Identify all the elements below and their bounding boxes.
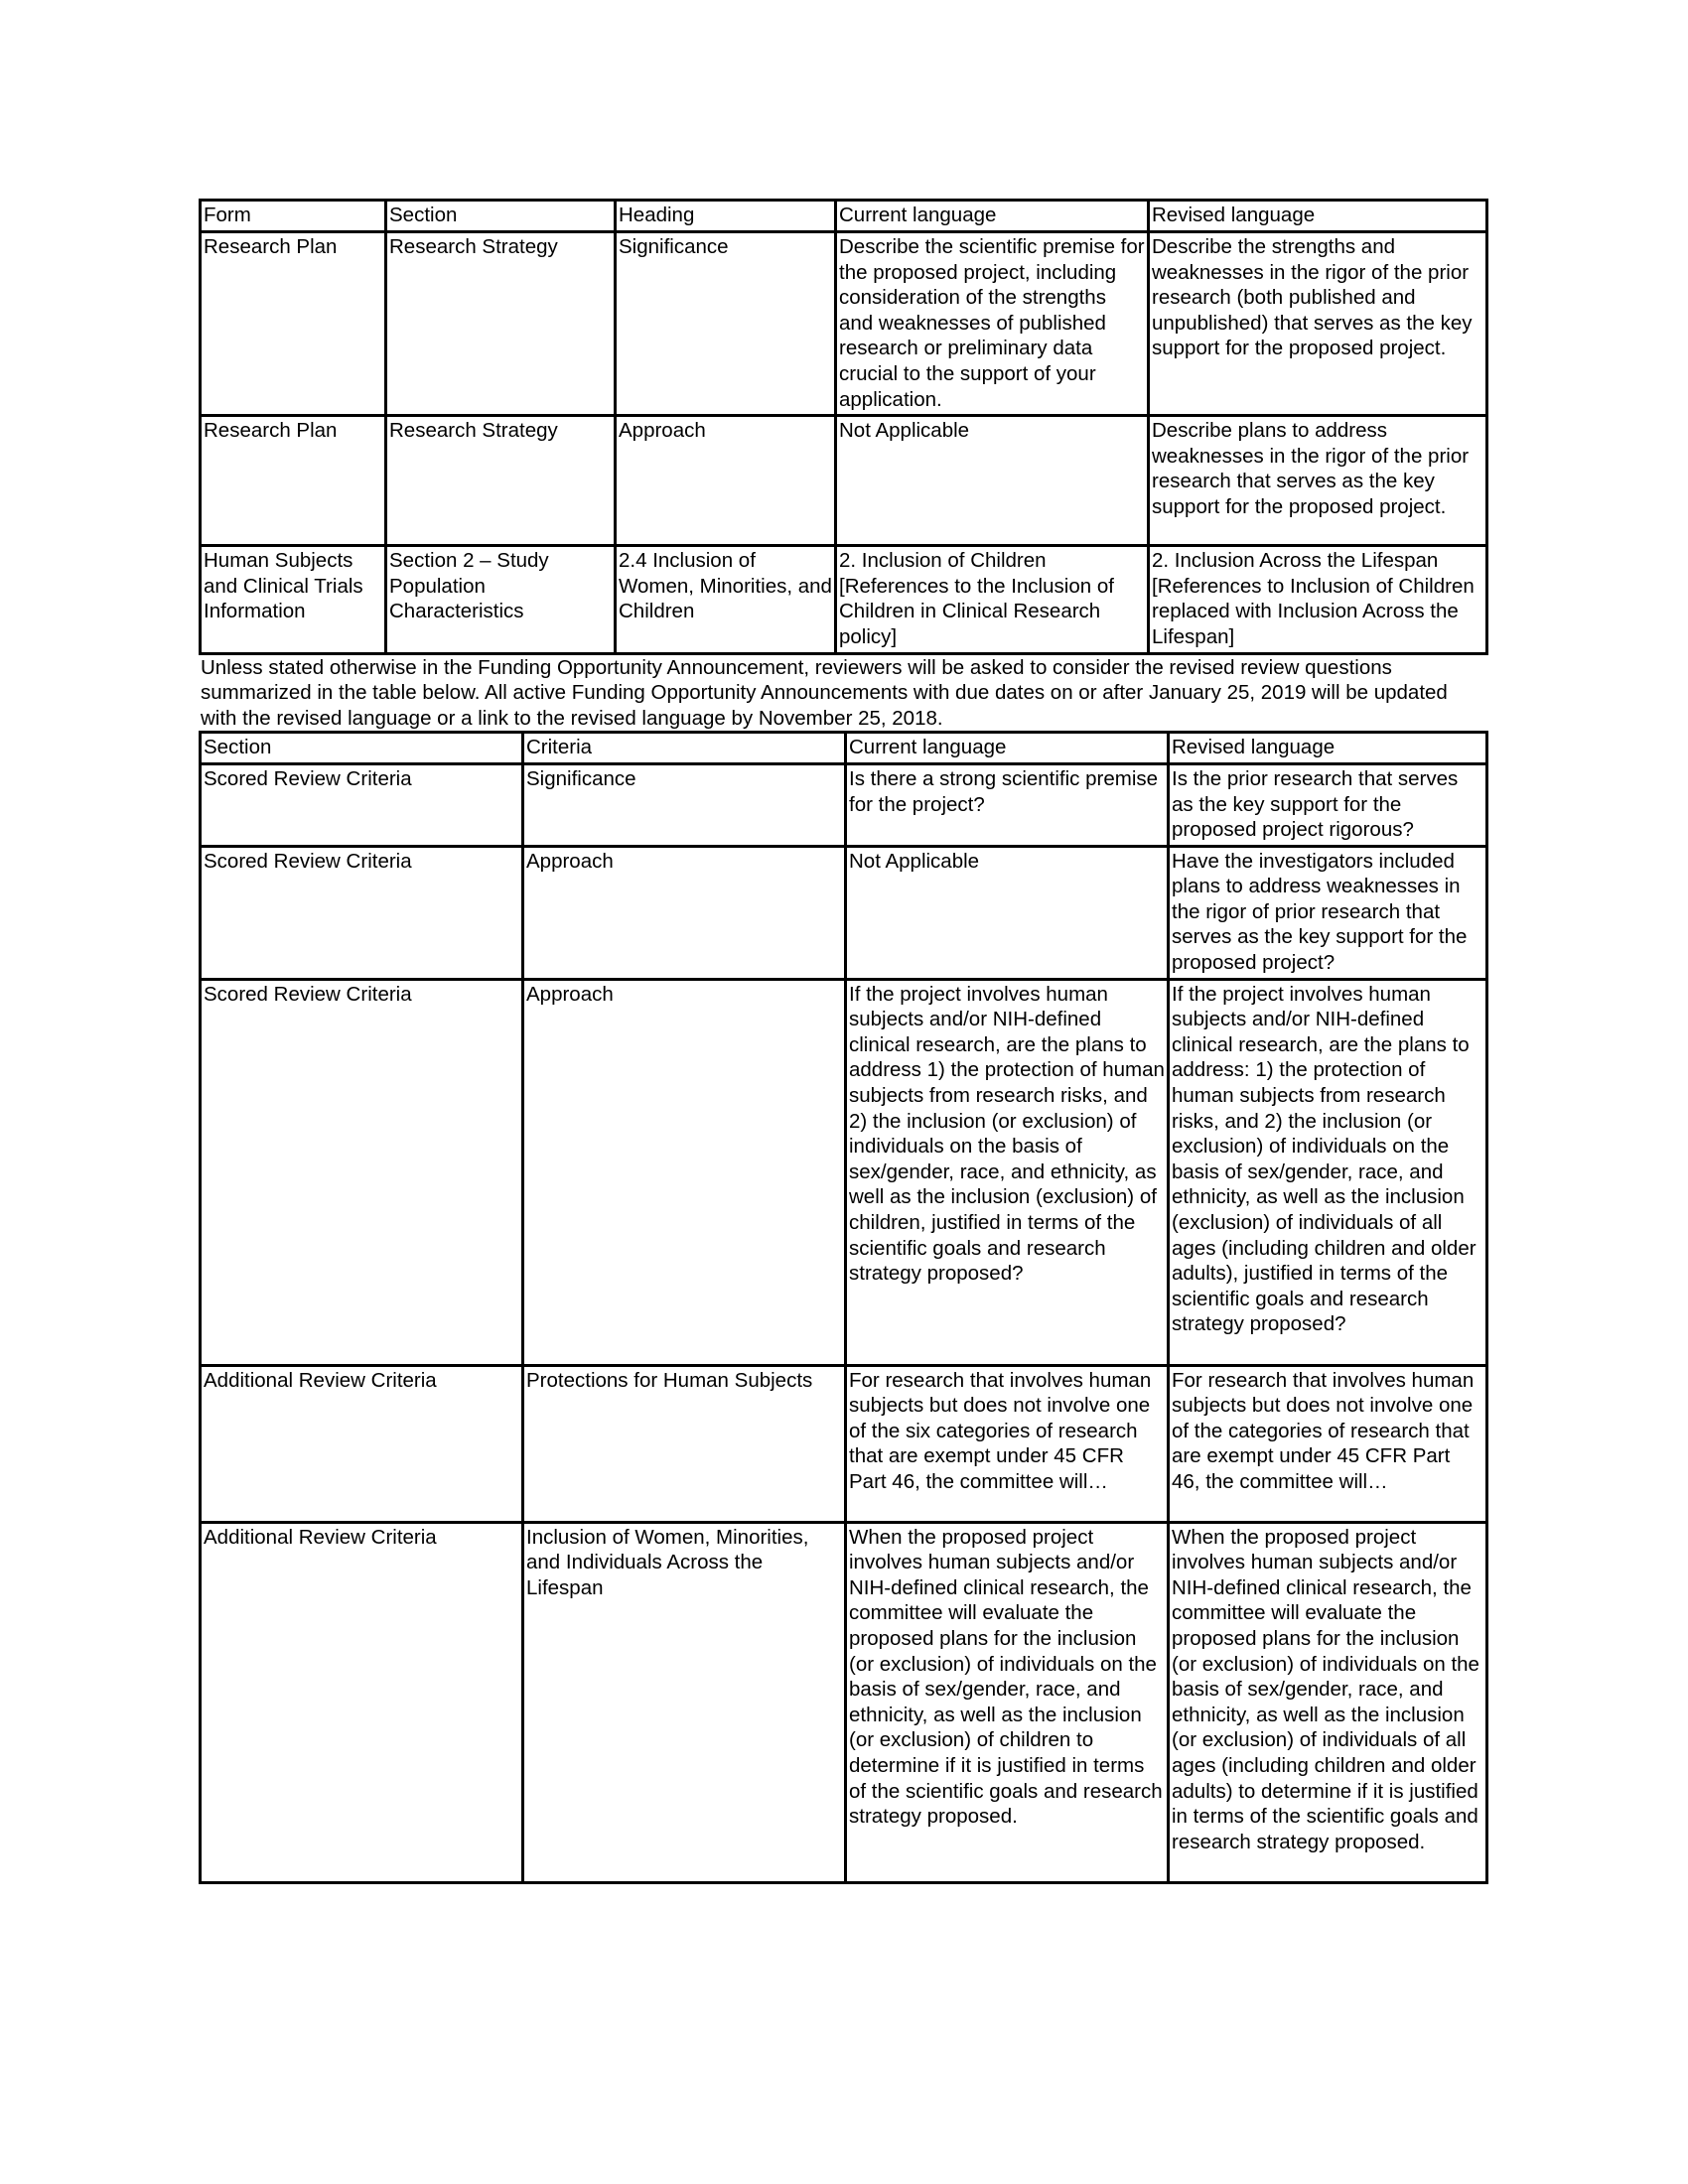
table-cell: Approach: [616, 416, 836, 546]
table-cell: 2. Inclusion Across the Lifespan [References to Inclusion of Children replaced with Inclusion Across the Lifespan]: [1149, 546, 1487, 653]
table-cell: Scored Review Criteria: [201, 979, 523, 1365]
header-cell: Heading: [616, 201, 836, 232]
header-cell: Revised language: [1169, 733, 1487, 764]
table-row: [201, 1522, 1487, 1882]
header-cell: Current language: [836, 201, 1149, 232]
table-cell: Research Strategy: [386, 232, 616, 416]
table-cell: Approach: [523, 846, 846, 979]
document-page: [199, 199, 1485, 1884]
form-changes-table: [199, 199, 1488, 655]
table-cell: Scored Review Criteria: [201, 763, 523, 846]
table-cell: Research Strategy: [386, 416, 616, 546]
table-row: [201, 979, 1487, 1365]
table-cell: 2.4 Inclusion of Women, Minorities, and Children: [616, 546, 836, 653]
table-cell: For research that involves human subjects but does not involve one of the six categories of research that are exempt under 45 CFR Part 46, the committee will…: [846, 1365, 1169, 1522]
header-cell: Current language: [846, 733, 1169, 764]
header-cell: Section: [201, 733, 523, 764]
table-cell: When the proposed project involves human subjects and/or NIH-defined clinical research, the committee will evaluate the proposed plans for the inclusion (or exclusion) of individuals on the basis of sex/gender, race, and ethnicity, as well as the inclusion (or exclusion) of children to determine if it is justified in terms of the scientific goals and research strategy proposed.: [846, 1522, 1169, 1882]
review-criteria-table: [199, 731, 1488, 1883]
table-cell: 2. Inclusion of Children [References to the Inclusion of Children in Clinical Research policy]: [836, 546, 1149, 653]
table-cell: Additional Review Criteria: [201, 1365, 523, 1522]
table-cell: Describe plans to address weaknesses in the rigor of the prior research that serves as the key support for the proposed project.: [1149, 416, 1487, 546]
table-row: [201, 763, 1487, 846]
header-cell: Form: [201, 201, 386, 232]
table-cell: Research Plan: [201, 232, 386, 416]
table-cell: Is there a strong scientific premise for the project?: [846, 763, 1169, 846]
header-cell: Criteria: [523, 733, 846, 764]
table-cell: Human Subjects and Clinical Trials Information: [201, 546, 386, 653]
table-cell: Describe the scientific premise for the proposed project, including consideration of the strengths and weaknesses of published research or preliminary data crucial to the support of your application.: [836, 232, 1149, 416]
table-cell: Significance: [616, 232, 836, 416]
header-cell: Revised language: [1149, 201, 1487, 232]
table-cell: When the proposed project involves human subjects and/or NIH-defined clinical research, the committee will evaluate the proposed plans for the inclusion (or exclusion) of individuals on the basis of sex/gender, race, and ethnicity, as well as the inclusion (or exclusion) of individuals of all ages (including children and older adults) to determine if it is justified in terms of the scientific goals and research strategy proposed.: [1169, 1522, 1487, 1882]
table-cell: Describe the strengths and weaknesses in the rigor of the prior research (both published and unpublished) that serves as the key support for the proposed project.: [1149, 232, 1487, 416]
table-cell: Approach: [523, 979, 846, 1365]
table-cell: If the project involves human subjects and/or NIH-defined clinical research, are the plans to address 1) the protection of human subjects from research risks, and 2) the inclusion (or exclusion) of individuals on the basis of sex/gender, race, and ethnicity, as well as the inclusion (exclusion) of children, justified in terms of the scientific goals and research strategy proposed?: [846, 979, 1169, 1365]
table-row: [201, 232, 1487, 416]
table-cell: Section 2 – Study Population Characteristics: [386, 546, 616, 653]
table-cell: Is the prior research that serves as the key support for the proposed project rigorous?: [1169, 763, 1487, 846]
table-cell: If the project involves human subjects and/or NIH-defined clinical research, are the plans to address: 1) the protection of human subjects from research risks, and 2) the inclusion (or exclusion) of individuals on the basis of sex/gender, race, and ethnicity, as well as the inclusion (exclusion) of individuals of all ages (including children and older adults), justified in terms of the scientific goals and research strategy proposed?: [1169, 979, 1487, 1365]
table-cell: Inclusion of Women, Minorities, and Individuals Across the Lifespan: [523, 1522, 846, 1882]
table-cell: Not Applicable: [846, 846, 1169, 979]
table-cell: Have the investigators included plans to address weaknesses in the rigor of prior research that serves as the key support for the proposed project?: [1169, 846, 1487, 979]
table-cell: For research that involves human subjects but does not involve one of the categories of research that are exempt under 45 CFR Part 46, the committee will…: [1169, 1365, 1487, 1522]
table-row: [201, 546, 1487, 653]
table-cell: Significance: [523, 763, 846, 846]
table-header-row: [201, 733, 1487, 764]
explanatory-note: Unless stated otherwise in the Funding Opportunity Announcement, reviewers will be asked to consider the revised review questions summarized in the table below. All active Funding Opportunity Announcements with due dates on or after January 25, 2019 will be updated with the revised language or a link to the revised language by November 25, 2018.: [201, 655, 1448, 730]
table-cell: Not Applicable: [836, 416, 1149, 546]
table-cell: Additional Review Criteria: [201, 1522, 523, 1882]
table-cell: Protections for Human Subjects: [523, 1365, 846, 1522]
table-header-row: [201, 201, 1487, 232]
table-row: [201, 416, 1487, 546]
table-cell: Scored Review Criteria: [201, 846, 523, 979]
table-row: [201, 1365, 1487, 1522]
table-row: [201, 846, 1487, 979]
table-cell: Research Plan: [201, 416, 386, 546]
header-cell: Section: [386, 201, 616, 232]
